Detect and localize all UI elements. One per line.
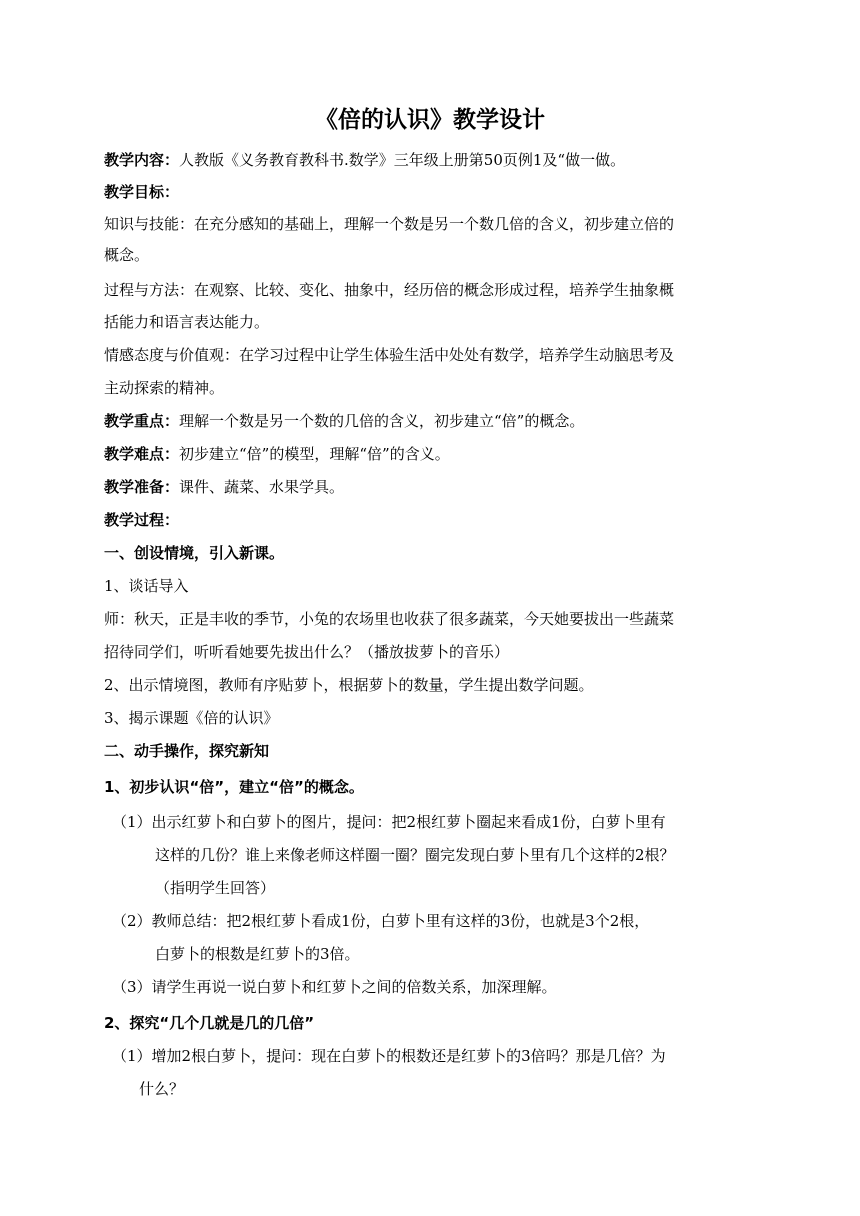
difficulty-text: 初步建立“倍”的模型，理解“倍”的含义。 [179, 445, 450, 463]
sub1-heading: 1、初步认识“倍”，建立“倍”的概念。 [104, 778, 364, 796]
section1-item2: 2、出示情境图，教师有序贴萝卜，根据萝卜的数量，学生提出数学问题。 [104, 676, 594, 694]
sub1-p2-line-1: （2）教师总结：把2根红萝卜看成1份，白萝卜里有这样的3份，也就是3个2根， [112, 912, 650, 930]
process-line-2: 括能力和语言表达能力。 [104, 313, 270, 331]
content-text: 人教版《义务教育教科书.数学》三年级上册第50页例1及“做一做。 [179, 151, 626, 169]
section1-item1: 1、谈话导入 [104, 577, 189, 595]
section2-heading: 二、动手操作，探究新知 [104, 742, 270, 760]
difficulty-line [104, 444, 450, 464]
sub2-p1-line-2: 什么？ [139, 1080, 185, 1098]
teacher-line-1: 师：秋天，正是丰收的季节，小兔的农场里也收获了很多蔬菜，今天她要拔出一些蔬菜 [104, 610, 675, 628]
content-label: 教学内容： [104, 151, 180, 169]
key-point-line [104, 411, 584, 431]
key-point-text: 理解一个数是另一个数的几倍的含义，初步建立“倍”的概念。 [179, 412, 585, 430]
difficulty-label: 教学难点： [104, 445, 180, 463]
emotion-line-2: 主动探索的精神。 [104, 379, 225, 397]
content-line [104, 150, 625, 170]
preparation-line [104, 477, 344, 497]
knowledge-line-1: 知识与技能：在充分感知的基础上，理解一个数是另一个数几倍的含义，初步建立倍的 [104, 215, 675, 233]
sub1-p2-line-2: 白萝卜的根数是红萝卜的3倍。 [155, 945, 360, 963]
document-title: 《倍的认识》教学设计 [315, 107, 545, 133]
section1-heading: 一、创设情境，引入新课。 [104, 544, 285, 562]
process-line-1: 过程与方法：在观察、比较、变化、抽象中，经历倍的概念形成过程，培养学生抽象概 [104, 281, 675, 299]
section1-item3: 3、揭示课题《倍的认识》 [104, 709, 279, 727]
objectives-label: 教学目标： [104, 183, 180, 201]
sub1-p3: （3）请学生再说一说白萝卜和红萝卜之间的倍数关系，加深理解。 [112, 978, 557, 996]
emotion-line-1: 情感态度与价值观：在学习过程中让学生体验生活中处处有数学，培养学生动脑思考及 [104, 346, 675, 364]
sub1-p1-line-1: （1）出示红萝卜和白萝卜的图片，提问：把2根红萝卜圈起来看成1份，白萝卜里有 [112, 813, 666, 831]
teacher-line-2: 招待同学们，听听看她要先拔出什么？（播放拔萝卜的音乐） [104, 643, 510, 661]
key-point-label: 教学重点： [104, 412, 180, 430]
sub1-p1-line-2: 这样的几份？谁上来像老师这样圈一圈？圈完发现白萝卜里有几个这样的2根？ [155, 846, 675, 864]
preparation-label: 教学准备： [104, 478, 180, 496]
process-label: 教学过程： [104, 511, 180, 529]
sub2-p1-line-1: （1）增加2根白萝卜，提问：现在白萝卜的根数还是红萝卜的3倍吗？那是几倍？为 [112, 1047, 666, 1065]
sub1-p1-line-3: （指明学生回答） [155, 879, 276, 897]
preparation-text: 课件、蔬菜、水果学具。 [179, 478, 345, 496]
knowledge-line-2: 概念。 [104, 246, 150, 264]
sub2-heading: 2、探究“几个几就是几的几倍” [104, 1014, 315, 1032]
